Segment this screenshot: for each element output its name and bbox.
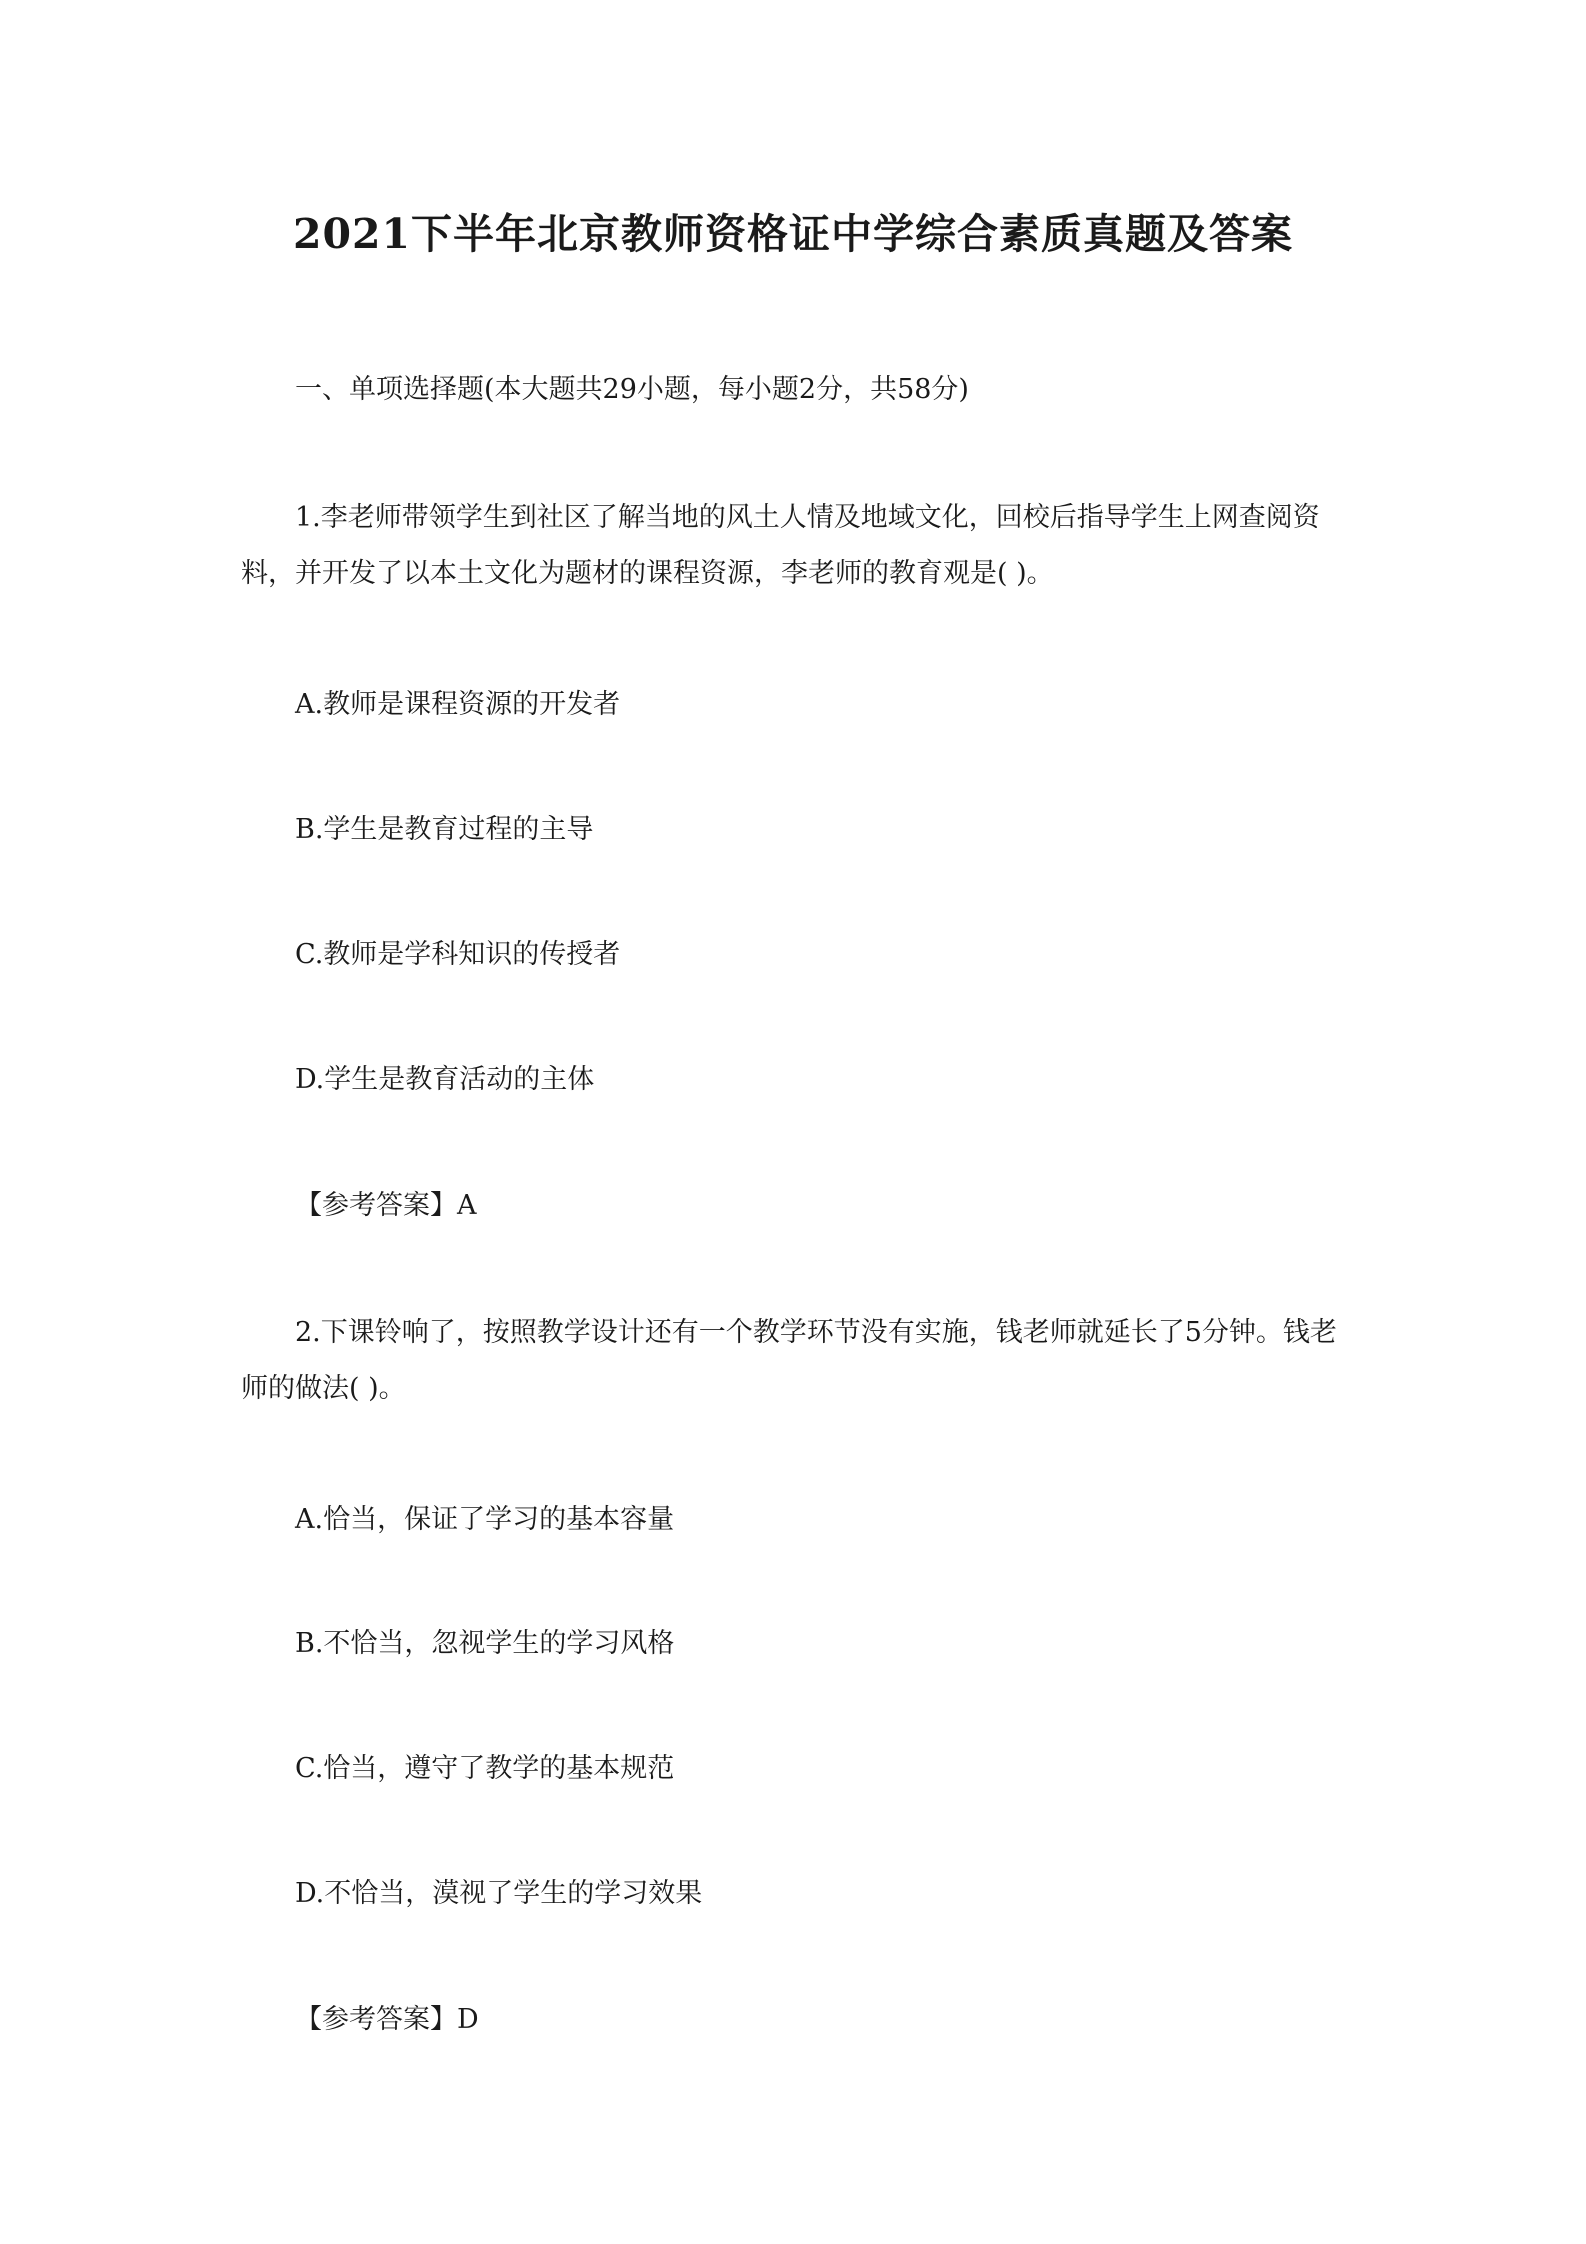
section-heading: 一、单项选择题(本大题共29小题，每小题2分，共58分) [295,374,969,405]
question-1-answer: 【参考答案】A [295,1190,477,1221]
question-2-option-d: D.不恰当，漠视了学生的学习效果 [295,1878,703,1909]
question-2-option-c: C.恰当，遵守了教学的基本规范 [295,1753,675,1784]
question-1-option-a: A.教师是课程资源的开发者 [295,689,621,720]
question-1-option-c: C.教师是学科知识的传授者 [295,939,621,970]
question-1-option-b: B.学生是教育过程的主导 [295,814,594,845]
question-1-stem: 1.李老师带领学生到社区了解当地的风土人情及地域文化，回校后指导学生上网查阅资料，并开发了以本土文化为题材的课程资源，李老师的教育观是( )。 [241,502,1320,589]
question-2-answer: 【参考答案】D [295,2004,479,2035]
question-2-option-b: B.不恰当，忽视学生的学习风格 [295,1628,675,1659]
question-2-option-a: A.恰当，保证了学习的基本容量 [295,1504,675,1535]
question-2-stem: 2.下课铃响了，按照教学设计还有一个教学环节没有实施，钱老师就延长了5分钟。钱老师的做法( )。 [241,1317,1337,1404]
document-title: 2021下半年北京教师资格证中学综合素质真题及答案 [292,210,1294,258]
question-1-option-d: D.学生是教育活动的主体 [295,1064,595,1095]
